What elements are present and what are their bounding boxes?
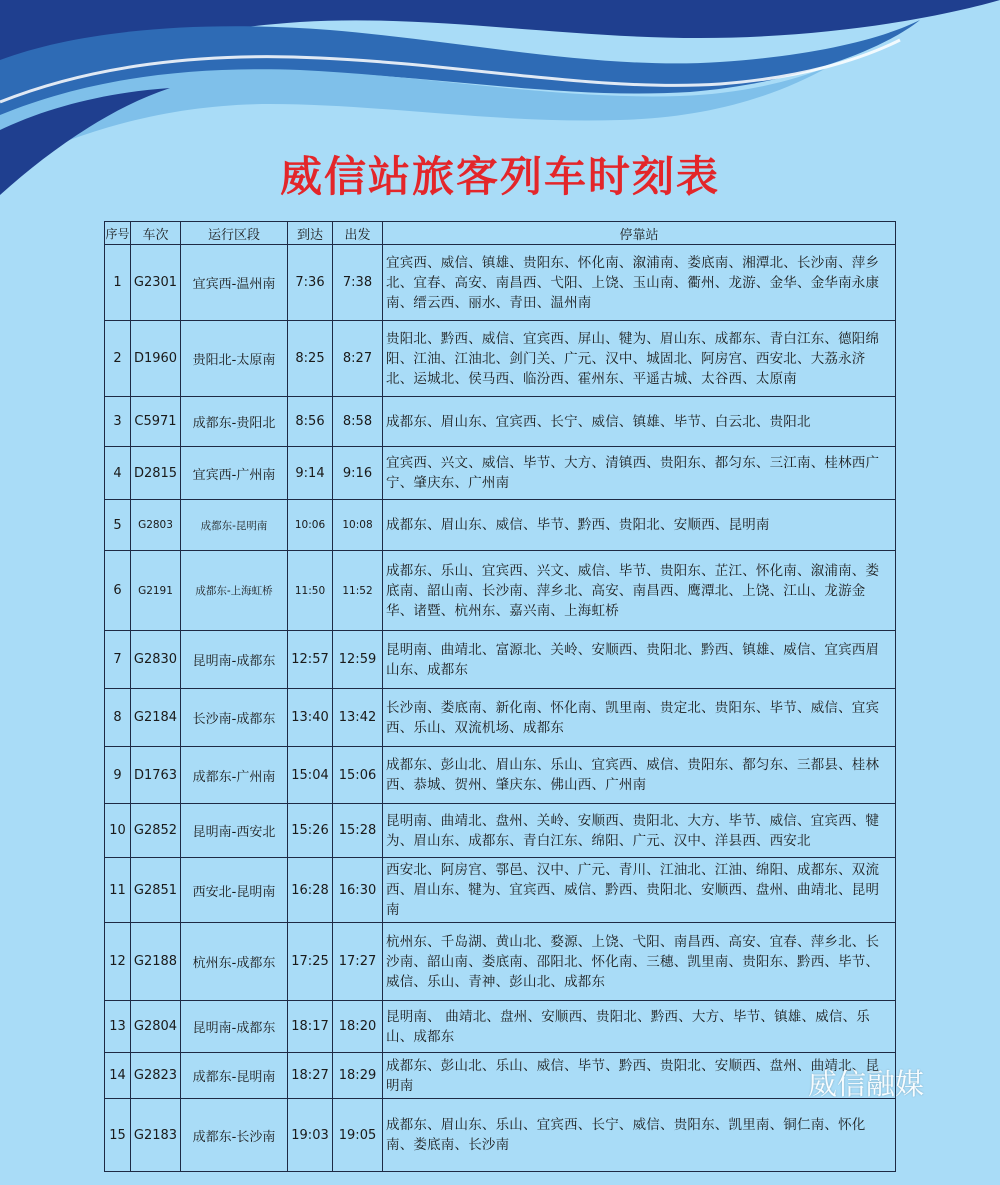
row-no: 6 — [105, 551, 131, 631]
table-row — [105, 321, 896, 397]
row-stops: 成都东、彭山北、乐山、威信、毕节、黔西、贵阳北、安顺西、盘州、曲靖北、昆明南 — [383, 1053, 896, 1099]
row-route: 杭州东-成都东 — [181, 923, 288, 1001]
row-arrive: 15:04 — [288, 747, 333, 804]
header-route: 运行区段 — [181, 222, 288, 245]
table-header-row — [105, 222, 896, 245]
row-train: G2804 — [131, 1001, 181, 1053]
table-row — [105, 1099, 896, 1172]
row-depart: 8:58 — [333, 397, 383, 447]
row-no: 2 — [105, 321, 131, 397]
row-stops: 宜宾西、兴文、威信、毕节、大方、清镇西、贵阳东、都匀东、三江南、桂林西广宁、肇庆东、广州南 — [383, 447, 896, 500]
row-route: 宜宾西-温州南 — [181, 245, 288, 321]
row-depart: 18:29 — [333, 1053, 383, 1099]
row-no: 5 — [105, 500, 131, 551]
row-route: 宜宾西-广州南 — [181, 447, 288, 500]
row-route: 昆明南-成都东 — [181, 631, 288, 689]
table-row — [105, 1001, 896, 1053]
train-timetable — [104, 221, 896, 1172]
row-no: 13 — [105, 1001, 131, 1053]
row-no: 3 — [105, 397, 131, 447]
row-train: D1960 — [131, 321, 181, 397]
row-depart: 9:16 — [333, 447, 383, 500]
row-arrive: 16:28 — [288, 858, 333, 923]
header-arrive: 到达 — [288, 222, 333, 245]
row-route: 西安北-昆明南 — [181, 858, 288, 923]
table-row — [105, 500, 896, 551]
row-route: 成都东-贵阳北 — [181, 397, 288, 447]
row-route: 长沙南-成都东 — [181, 689, 288, 747]
row-depart: 7:38 — [333, 245, 383, 321]
row-route: 昆明南-成都东 — [181, 1001, 288, 1053]
row-stops: 宜宾西、威信、镇雄、贵阳东、怀化南、溆浦南、娄底南、湘潭北、长沙南、萍乡北、宜春、高安、南昌西、弋阳、上饶、玉山南、衢州、龙游、金华、金华南永康南、缙云西、丽水、青田、温州南 — [383, 245, 896, 321]
row-arrive: 11:50 — [288, 551, 333, 631]
table-row — [105, 689, 896, 747]
row-no: 15 — [105, 1099, 131, 1172]
row-train: D2815 — [131, 447, 181, 500]
row-depart: 8:27 — [333, 321, 383, 397]
row-stops: 昆明南、 曲靖北、盘州、安顺西、贵阳北、黔西、大方、毕节、镇雄、威信、乐山、成都东 — [383, 1001, 896, 1053]
row-stops: 成都东、眉山东、乐山、宜宾西、长宁、威信、贵阳东、凯里南、铜仁南、怀化南、娄底南、长沙南 — [383, 1099, 896, 1172]
watermark-text: 威信融媒 — [808, 1067, 925, 1101]
table-row — [105, 747, 896, 804]
row-depart: 10:08 — [333, 500, 383, 551]
row-arrive: 12:57 — [288, 631, 333, 689]
row-arrive: 9:14 — [288, 447, 333, 500]
row-stops: 昆明南、曲靖北、盘州、关岭、安顺西、贵阳北、大方、毕节、威信、宜宾西、犍为、眉山东、成都东、青白江东、绵阳、广元、汉中、洋县西、西安北 — [383, 804, 896, 858]
row-route: 成都东-广州南 — [181, 747, 288, 804]
table-row — [105, 858, 896, 923]
row-route: 贵阳北-太原南 — [181, 321, 288, 397]
row-arrive: 17:25 — [288, 923, 333, 1001]
page-title: 威信站旅客列车时刻表 — [279, 152, 720, 201]
row-no: 14 — [105, 1053, 131, 1099]
row-arrive: 19:03 — [288, 1099, 333, 1172]
row-train: G2191 — [131, 551, 181, 631]
row-train: G2851 — [131, 858, 181, 923]
table-row — [105, 631, 896, 689]
row-route: 成都东-上海虹桥 — [181, 551, 288, 631]
row-train: G2823 — [131, 1053, 181, 1099]
row-train: G2830 — [131, 631, 181, 689]
row-depart: 11:52 — [333, 551, 383, 631]
row-no: 7 — [105, 631, 131, 689]
table-row — [105, 245, 896, 321]
row-no: 8 — [105, 689, 131, 747]
table-row — [105, 804, 896, 858]
row-arrive: 13:40 — [288, 689, 333, 747]
row-train: C5971 — [131, 397, 181, 447]
row-stops: 成都东、眉山东、威信、毕节、黔西、贵阳北、安顺西、昆明南 — [383, 500, 896, 551]
row-train: G2188 — [131, 923, 181, 1001]
row-route: 成都东-昆明南 — [181, 500, 288, 551]
header-train: 车次 — [131, 222, 181, 245]
row-route: 成都东-昆明南 — [181, 1053, 288, 1099]
row-route: 昆明南-西安北 — [181, 804, 288, 858]
row-arrive: 7:36 — [288, 245, 333, 321]
row-depart: 12:59 — [333, 631, 383, 689]
row-train: G2803 — [131, 500, 181, 551]
row-stops: 成都东、眉山东、宜宾西、长宁、威信、镇雄、毕节、白云北、贵阳北 — [383, 397, 896, 447]
table-row — [105, 397, 896, 447]
row-stops: 贵阳北、黔西、威信、宜宾西、屏山、犍为、眉山东、成都东、青白江东、德阳绵阳、江油、江油北、剑门关、广元、汉中、城固北、阿房宫、西安北、大荔永济北、运城北、侯马西、临汾西、霍州东、平遥古城、太谷西、太原南 — [383, 321, 896, 397]
row-stops: 成都东、乐山、宜宾西、兴文、威信、毕节、贵阳东、芷江、怀化南、溆浦南、娄底南、韶山南、长沙南、萍乡北、高安、南昌西、鹰潭北、上饶、江山、龙游金华、诸暨、杭州东、嘉兴南、上海虹桥 — [383, 551, 896, 631]
row-stops: 西安北、阿房宫、鄠邑、汉中、广元、青川、江油北、江油、绵阳、成都东、双流西、眉山东、犍为、宜宾西、威信、黔西、贵阳北、安顺西、盘州、曲靖北、昆明南 — [383, 858, 896, 923]
row-no: 11 — [105, 858, 131, 923]
row-stops: 杭州东、千岛湖、黄山北、婺源、上饶、弋阳、南昌西、高安、宜春、萍乡北、长沙南、韶山南、娄底南、邵阳北、怀化南、三穗、凯里南、贵阳东、黔西、毕节、威信、乐山、青神、彭山北、成都东 — [383, 923, 896, 1001]
row-arrive: 8:25 — [288, 321, 333, 397]
row-route: 成都东-长沙南 — [181, 1099, 288, 1172]
row-stops: 长沙南、娄底南、新化南、怀化南、凯里南、贵定北、贵阳东、毕节、威信、宜宾西、乐山、双流机场、成都东 — [383, 689, 896, 747]
row-arrive: 15:26 — [288, 804, 333, 858]
row-no: 1 — [105, 245, 131, 321]
row-depart: 17:27 — [333, 923, 383, 1001]
header-depart: 出发 — [333, 222, 383, 245]
row-arrive: 10:06 — [288, 500, 333, 551]
row-train: G2184 — [131, 689, 181, 747]
table-row — [105, 551, 896, 631]
row-arrive: 18:17 — [288, 1001, 333, 1053]
row-train: G2852 — [131, 804, 181, 858]
row-no: 4 — [105, 447, 131, 500]
row-no: 12 — [105, 923, 131, 1001]
row-train: G2183 — [131, 1099, 181, 1172]
row-depart: 16:30 — [333, 858, 383, 923]
row-depart: 19:05 — [333, 1099, 383, 1172]
row-depart: 18:20 — [333, 1001, 383, 1053]
row-depart: 13:42 — [333, 689, 383, 747]
table-row — [105, 447, 896, 500]
row-no: 9 — [105, 747, 131, 804]
row-depart: 15:06 — [333, 747, 383, 804]
row-arrive: 8:56 — [288, 397, 333, 447]
header-stops: 停靠站 — [383, 222, 896, 245]
row-train: G2301 — [131, 245, 181, 321]
table-row — [105, 923, 896, 1001]
row-arrive: 18:27 — [288, 1053, 333, 1099]
row-no: 10 — [105, 804, 131, 858]
row-stops: 成都东、彭山北、眉山东、乐山、宜宾西、威信、贵阳东、都匀东、三都县、桂林西、恭城、贺州、肇庆东、佛山西、广州南 — [383, 747, 896, 804]
row-train: D1763 — [131, 747, 181, 804]
table-row — [105, 1053, 896, 1099]
row-stops: 昆明南、曲靖北、富源北、关岭、安顺西、贵阳北、黔西、镇雄、威信、宜宾西眉山东、成都东 — [383, 631, 896, 689]
row-depart: 15:28 — [333, 804, 383, 858]
header-no: 序号 — [105, 222, 131, 245]
